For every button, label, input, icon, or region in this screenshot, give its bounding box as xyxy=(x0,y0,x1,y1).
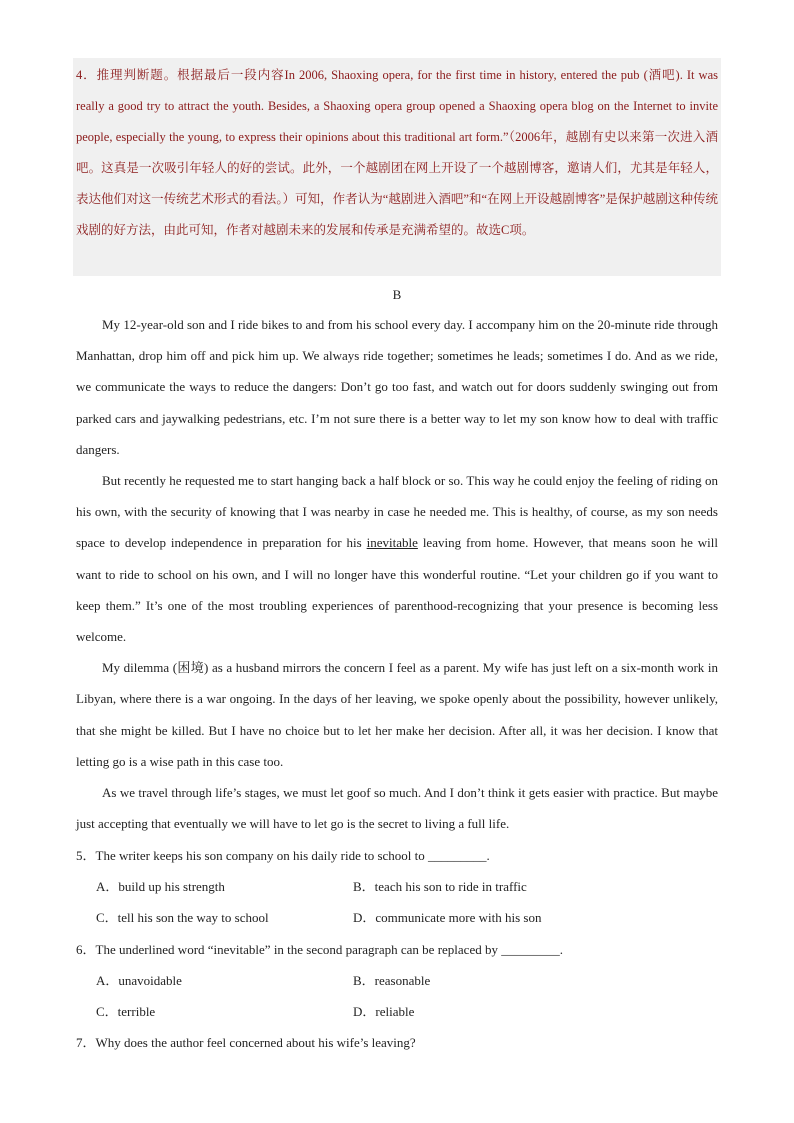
question-6-options-row-1 xyxy=(76,965,718,996)
question-7-stem: 7．Why does the author feel concerned about his wife’s leaving? xyxy=(76,1035,416,1051)
question-5-option-a[interactable]: A．build up his strength xyxy=(96,879,225,895)
question-6-option-d[interactable]: D．reliable xyxy=(353,1004,415,1020)
question-6-stem: 6．The underlined word “inevitable” in the second paragraph can be replaced by _________. xyxy=(76,941,563,957)
question-5-option-d[interactable]: D．communicate more with his son xyxy=(353,910,542,926)
question-list xyxy=(76,840,718,1058)
question-6-option-b[interactable]: B．reasonable xyxy=(353,972,431,988)
answer-explanation-text: 4．推理判断题。根据最后一段内容In 2006, Shaoxing opera, for the first time in history, entered the pub (酒吧). It was really a good try to attract the youth. Besides, a Shaoxing opera group opened a Shaoxing opera blog on the Internet to invite people, especially the young, to express their opinions about this traditional art form.”（2006年，越剧有史以来第一次进入酒吧。这真是一次吸引年轻人的好的尝试。此外，一个越剧团在网上开设了一个越剧博客，邀请人们，尤其是年轻人，表达他们对这一传统艺术形式的看法。）可知，作者认为“越剧进入酒吧”和“在网上开设越剧博客”是保护越剧这种传统戏剧的好方法，由此可知，作者对越剧未来的发展和传承是充满希望的。故选C项。 xyxy=(76,68,718,237)
underlined-word: inevitable xyxy=(366,535,418,551)
passage-paragraph-4: As we travel through life’s stages, we must let goof so much. And I don’t think it gets easier with practice. But maybe just accepting that eventually we will have to let go is the secret to living a full life. xyxy=(76,785,718,832)
question-5-stem: 5．The writer keeps his son company on his daily ride to school to _________. xyxy=(76,848,490,863)
paragraph-2-text-after: leaving from home. However, that means soon he will want to ride to school on his own, and I will no longer have this wonderful routine. “Let your children go if you want to keep them.” It’s one of the most troubling experiences of parenthood-recognizing that your presence is becoming less welcome. xyxy=(76,535,718,645)
question-5-option-c[interactable]: C．tell his son the way to school xyxy=(96,910,269,926)
passage-paragraph-3: My dilemma (困境) as a husband mirrors the concern I feel as a parent. My wife has just left on a six-month work in Libyan, where there is a war ongoing. In the days of her leaving, we spoke openly about the possibility, however unlikely, that she might be killed. But I have no choice but to let her make her decision. After all, it was her decision. I know that letting go is a wise path in this case too. xyxy=(76,660,718,769)
section-title: B xyxy=(392,287,402,302)
question-5-options-row-1 xyxy=(76,871,718,902)
question-6-option-a[interactable]: A．unavoidable xyxy=(96,972,182,988)
question-6-option-c[interactable]: C．terrible xyxy=(96,1004,156,1020)
passage-paragraph-1: My 12-year-old son and I ride bikes to and from his school every day. I accompany him on the 20-minute ride through Manhattan, drop him off and pick him up. We always ride together; sometimes he leads; sometimes I do. And as we ride, we communicate the ways to reduce the dangers: Don’t go too fast, and watch out for doors suddenly swinging out from parked cars and jaywalking pedestrians, etc. I’m not sure there is a better way to let my son know how to deal with traffic dangers. xyxy=(76,317,718,457)
passage-paragraph-2 xyxy=(76,465,718,652)
reading-passage xyxy=(76,309,718,839)
answer-explanation-box xyxy=(73,58,721,276)
question-5-options-row-2 xyxy=(76,902,718,933)
paragraph-2-text-before: But recently he requested me to start hanging back a half block or so. This way he could enjoy the feeling of riding on his own, with the security of knowing that I was nearby in case he needed me. This is healthy, of course, as my son needs space to develop independence in preparation for his xyxy=(76,473,718,551)
question-6-options-row-2 xyxy=(76,996,718,1027)
question-5-option-b[interactable]: B．teach his son to ride in traffic xyxy=(353,879,527,895)
